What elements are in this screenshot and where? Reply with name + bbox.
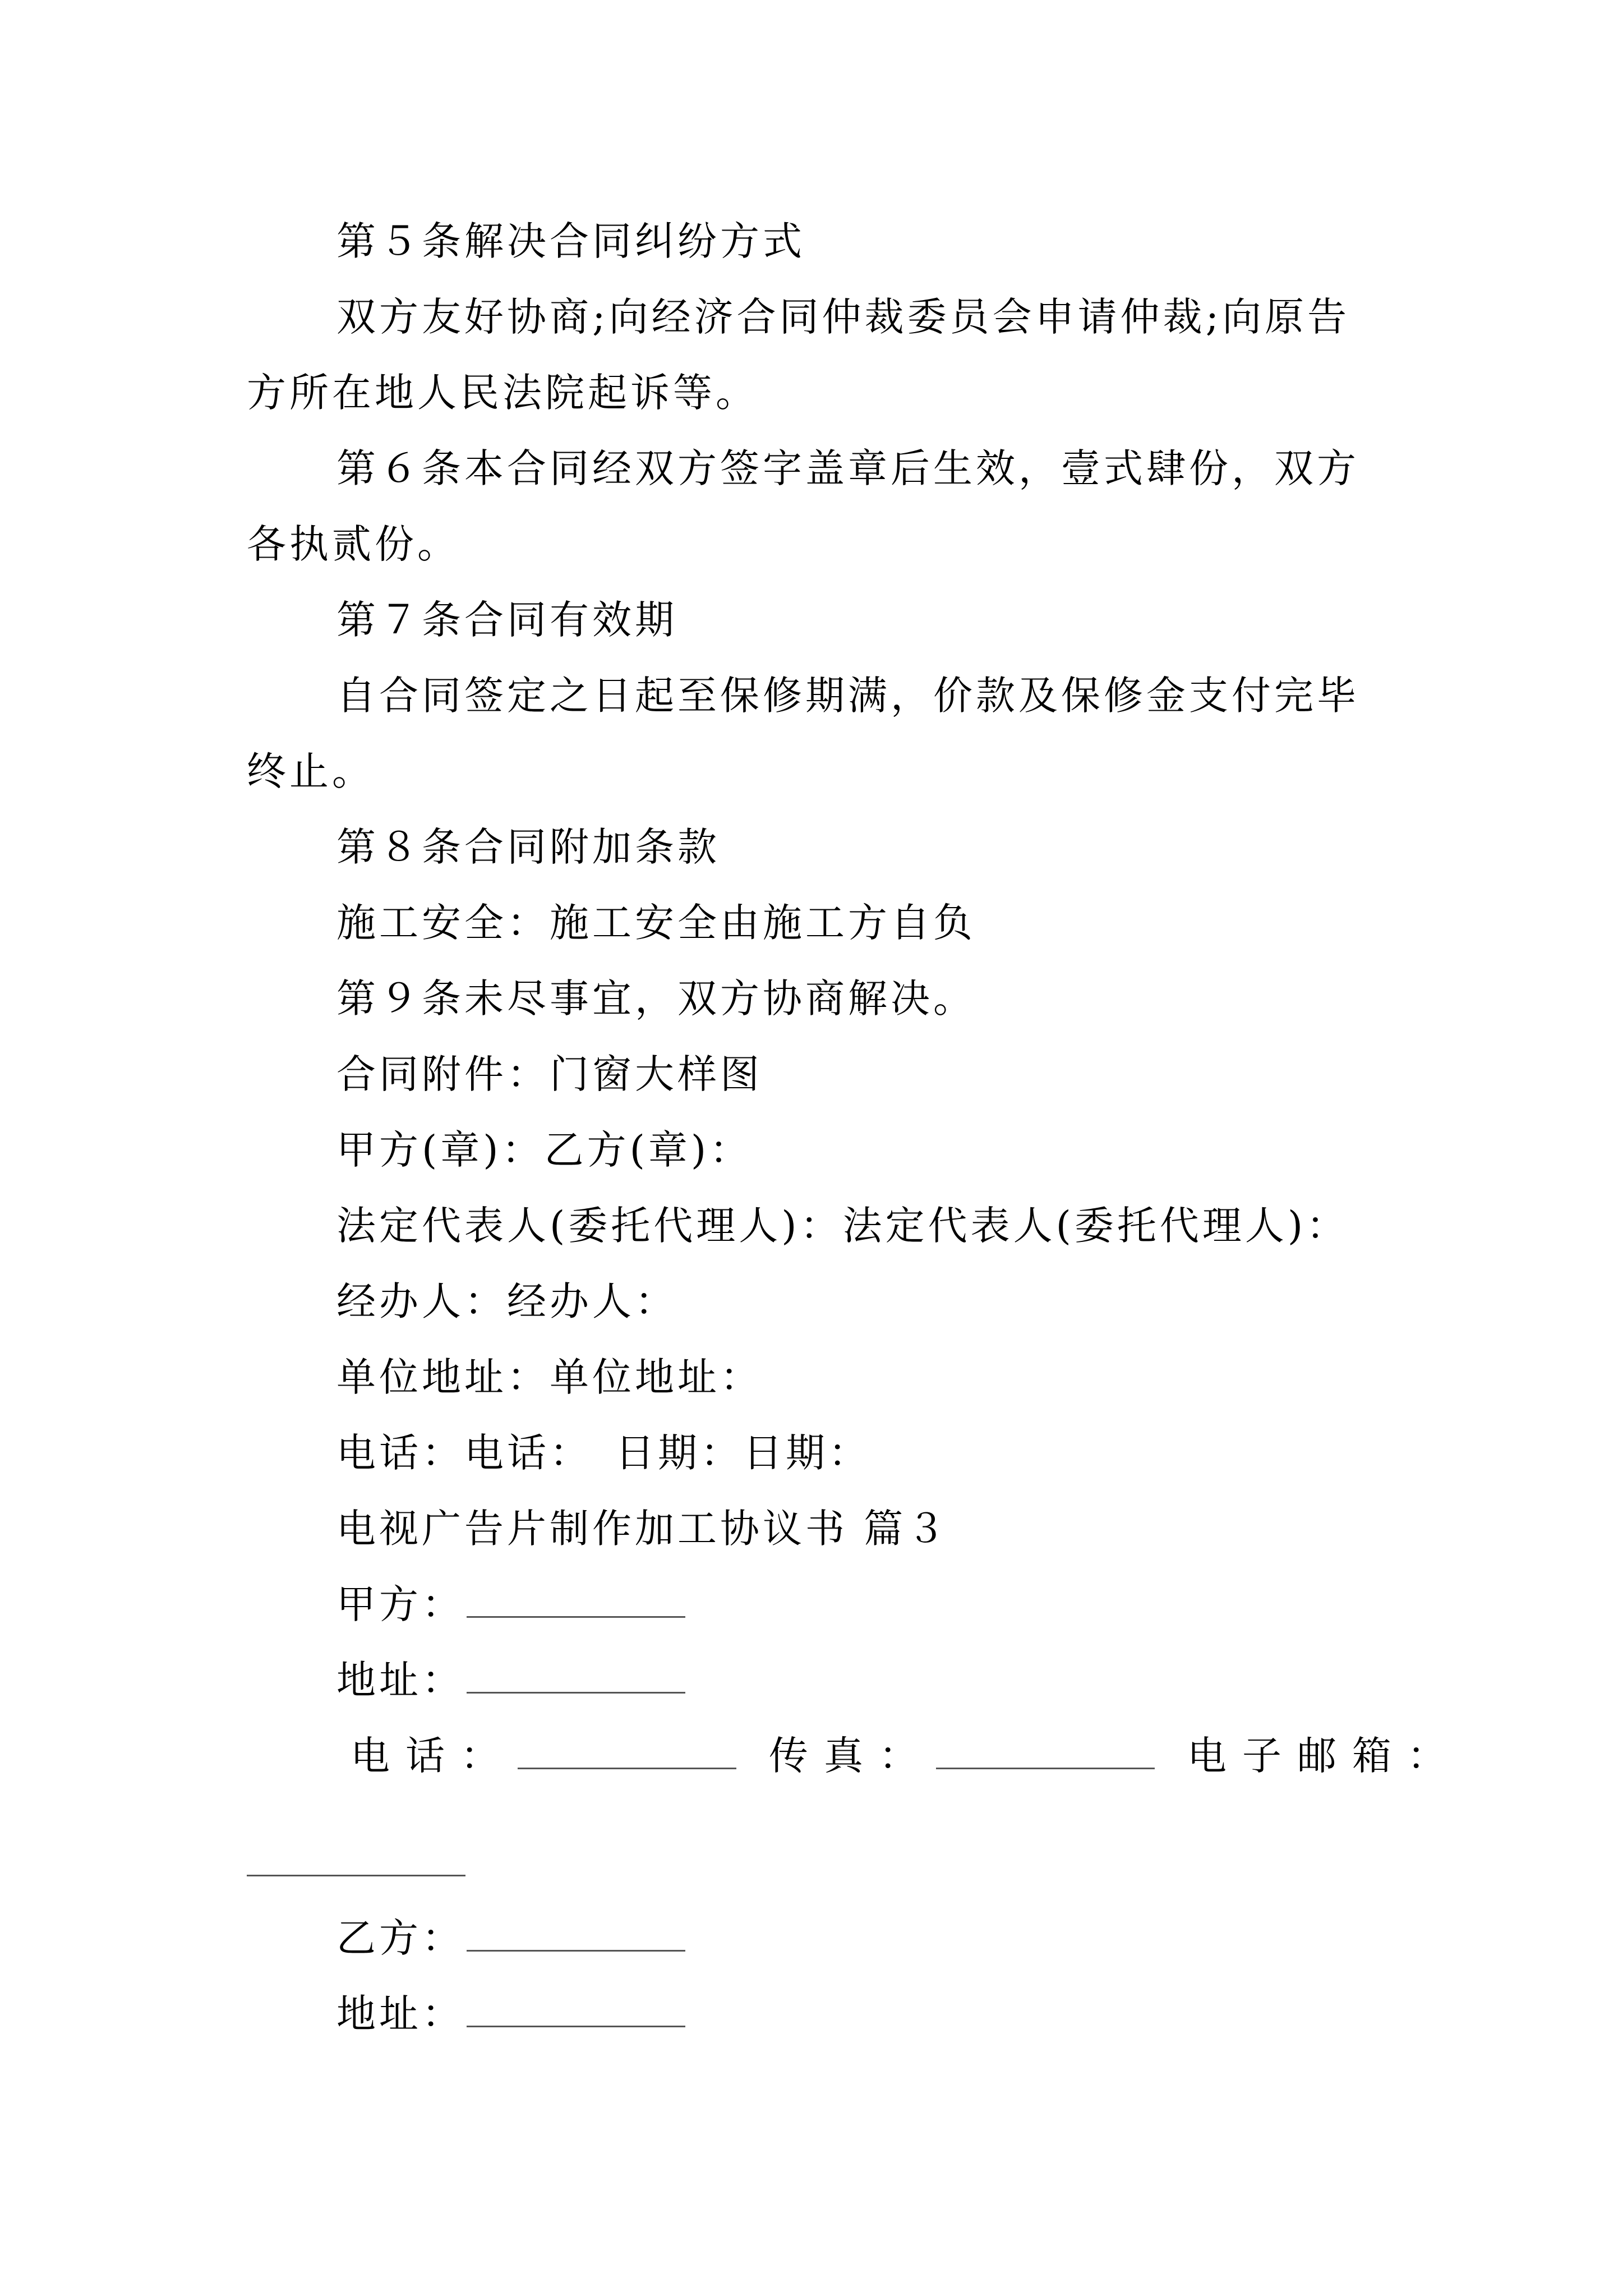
party-a-blank[interactable] [467,1581,685,1618]
signature-party-seals: 甲方(章)：乙方(章)： [336,1127,753,1173]
email-label: 电子邮箱： [1187,1733,1462,1779]
party-b-label: 乙方： [336,1915,464,1961]
clause-6-line-2: 各执贰份。 [247,521,460,567]
clause-5-body-line-1: 双方友好协商;向经济合同仲裁委员会申请仲裁;向原告 [336,294,1350,340]
party-b-row [336,1910,685,1966]
clause-5-body-line-2: 方所在地人民法院起诉等。 [247,370,758,416]
party-b-blank[interactable] [467,1915,685,1952]
clause-7-body-line-1: 自合同签定之日起至保修期满，价款及保修金支付完毕 [336,673,1359,719]
contract-attachment: 合同附件：门窗大样图 [336,1051,763,1097]
clause-6-line-1: 第６条本合同经双方签字盖章后生效，壹式肆份，双方 [336,445,1359,491]
phone-label: 电话： [351,1733,515,1779]
clause-7-heading: 第７条合同有效期 [336,597,677,643]
signature-legal-representatives: 法定代表人(委托代理人)：法定代表人(委托代理人)： [336,1203,1349,1249]
section-title-agreement-3: 电视广告片制作加工协议书 篇３ [336,1506,949,1552]
party-a-label: 甲方： [336,1581,464,1627]
address-a-blank[interactable] [467,1657,685,1694]
email-blank[interactable] [247,1875,465,1876]
phone-blank[interactable] [518,1733,736,1769]
fax-blank[interactable] [936,1733,1155,1769]
contact-row [351,1728,1462,1784]
signature-handlers: 经办人：经办人： [336,1278,677,1324]
fax-label: 传真： [769,1733,934,1779]
clause-9: 第９条未尽事宜，双方协商解决。 [336,976,976,1022]
party-a-row [336,1576,685,1632]
clause-7-body-line-2: 终止。 [247,748,375,794]
address-a-label: 地址： [336,1657,464,1703]
address-b-label: 地址： [336,1991,464,2037]
clause-8-body: 施工安全：施工安全由施工方自负 [336,900,976,946]
address-b-row [336,1986,685,2042]
signature-phone-date: 电话：电话： 日期：日期： [336,1430,871,1476]
address-b-blank[interactable] [467,1991,685,2027]
signature-addresses: 单位地址：单位地址： [336,1354,763,1400]
clause-8-heading: 第８条合同附加条款 [336,824,720,870]
clause-5-heading: 第５条解决合同纠纷方式 [336,218,805,264]
address-a-row [336,1652,685,1708]
